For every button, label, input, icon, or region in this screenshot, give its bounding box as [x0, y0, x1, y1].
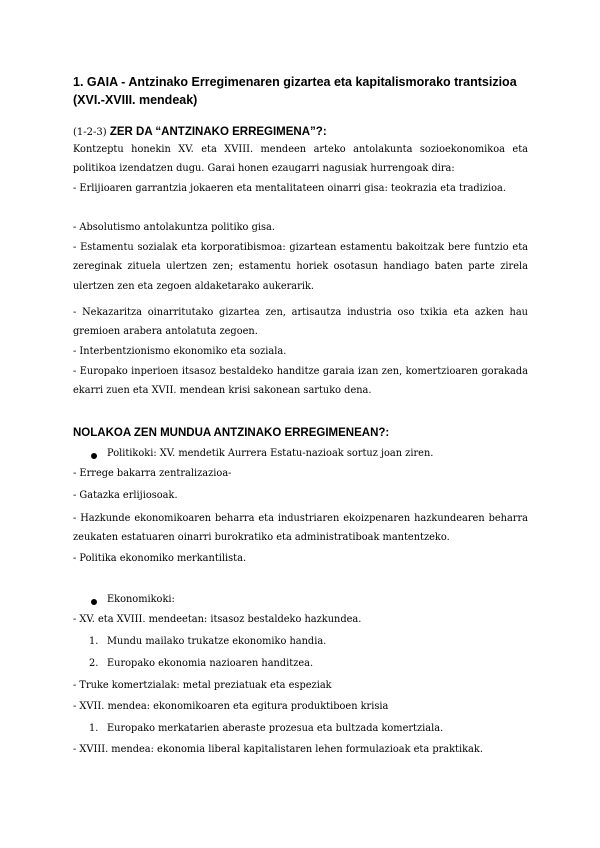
list-item: - XVIII. mendea: ekonomia liberal kapitalistaren lehen formulazioak eta praktikak. [73, 744, 483, 755]
bullet-icon [91, 453, 97, 459]
list-item: - Interbentzionismo ekonomiko eta soziala. [73, 346, 287, 357]
list-item: - Europako inperioen itsasoz bestaldeko handitze garaia izan zen, komertzioaren gorakada ekarri zuen eta XVII. mendean krisi sakonean sartuko dena. [73, 366, 528, 397]
bullet-item: Ekonomikoki: [107, 594, 175, 605]
list-item: - Truke komertzialak: metal preziatuak eta espeziak [73, 680, 332, 691]
list-item: - Erlijioaren garrantzia jokaeren eta mentalitateen oinarri gisa: teokrazia eta tradizioa. [73, 183, 506, 194]
list-item: - Nekazaritza oinarritutako gizartea zen, artisautza industria oso txikia eta azken hau gremioen arabera antolatuta zegoen. [73, 307, 528, 338]
list-item: - Gatazka erlijiosoak. [73, 490, 178, 501]
list-item: - Hazkunde ekonomikoaren beharra eta industriaren ekoizpenaren hazkundearen beharra zeukaten estatuaren oinarri burokratiko eta administratiboak mantentzeko. [73, 513, 528, 544]
numbered-item: Mundu mailako trukatze ekonomiko handia. [107, 636, 327, 647]
bullet-icon [91, 599, 97, 605]
list-number: 1. [89, 723, 99, 734]
intro-paragraph: Kontzeptu honekin XV. eta XVIII. mendeen arteko antolakunta sozioekonomikoa eta politikoa izendatzen dugu. Garai honen ezaugarri nagusiak hurrengoak dira: [73, 144, 528, 175]
bullet-item: Politikoki: XV. mendetik Aurrera Estatu-nazioak sortuz joan ziren. [107, 448, 434, 459]
list-item: - XV. eta XVIII. mendeetan: itsasoz bestaldeko hazkundea. [73, 614, 362, 625]
section-heading-text: ZER DA “ANTZINAKO ERREGIMENA”?: [109, 126, 327, 138]
list-number: 1. [89, 636, 99, 647]
document-title: 1. GAIA - Antzinako Erregimenaren gizartea eta kapitalismorako trantsizioa (XVI.-XVIII. mendeak) [73, 75, 517, 107]
list-item: - Errege bakarra zentralizazioa- [73, 468, 232, 479]
section-heading [73, 124, 327, 141]
section-heading-text: NOLAKOA ZEN MUNDUA ANTZINAKO ERREGIMENEAN?: [73, 427, 390, 439]
section-heading [73, 425, 389, 441]
numbered-item: Europako merkatarien aberaste prozesua eta bultzada komertziala. [107, 723, 444, 734]
section-number: (1-2-3) [73, 127, 107, 138]
list-item: - Estamentu sozialak eta korporatibismoa: gizartean estamentu bakoitzak bere funtzio eta zereginak zituela ulertzen zen; estamentu horiek osotasun handiago baten parte zirela ulertzen zen eta zegoen aldaketarako aukerarik. [73, 242, 528, 292]
list-item: - XVII. mendea: ekonomikoaren eta egitura produktiboen krisia [73, 701, 389, 712]
list-item: - Politika ekonomiko merkantilista. [73, 553, 247, 564]
numbered-item: Europako ekonomia nazioaren handitzea. [107, 658, 314, 669]
list-number: 2. [89, 658, 99, 669]
list-item: - Absolutismo antolakuntza politiko gisa. [73, 222, 275, 233]
